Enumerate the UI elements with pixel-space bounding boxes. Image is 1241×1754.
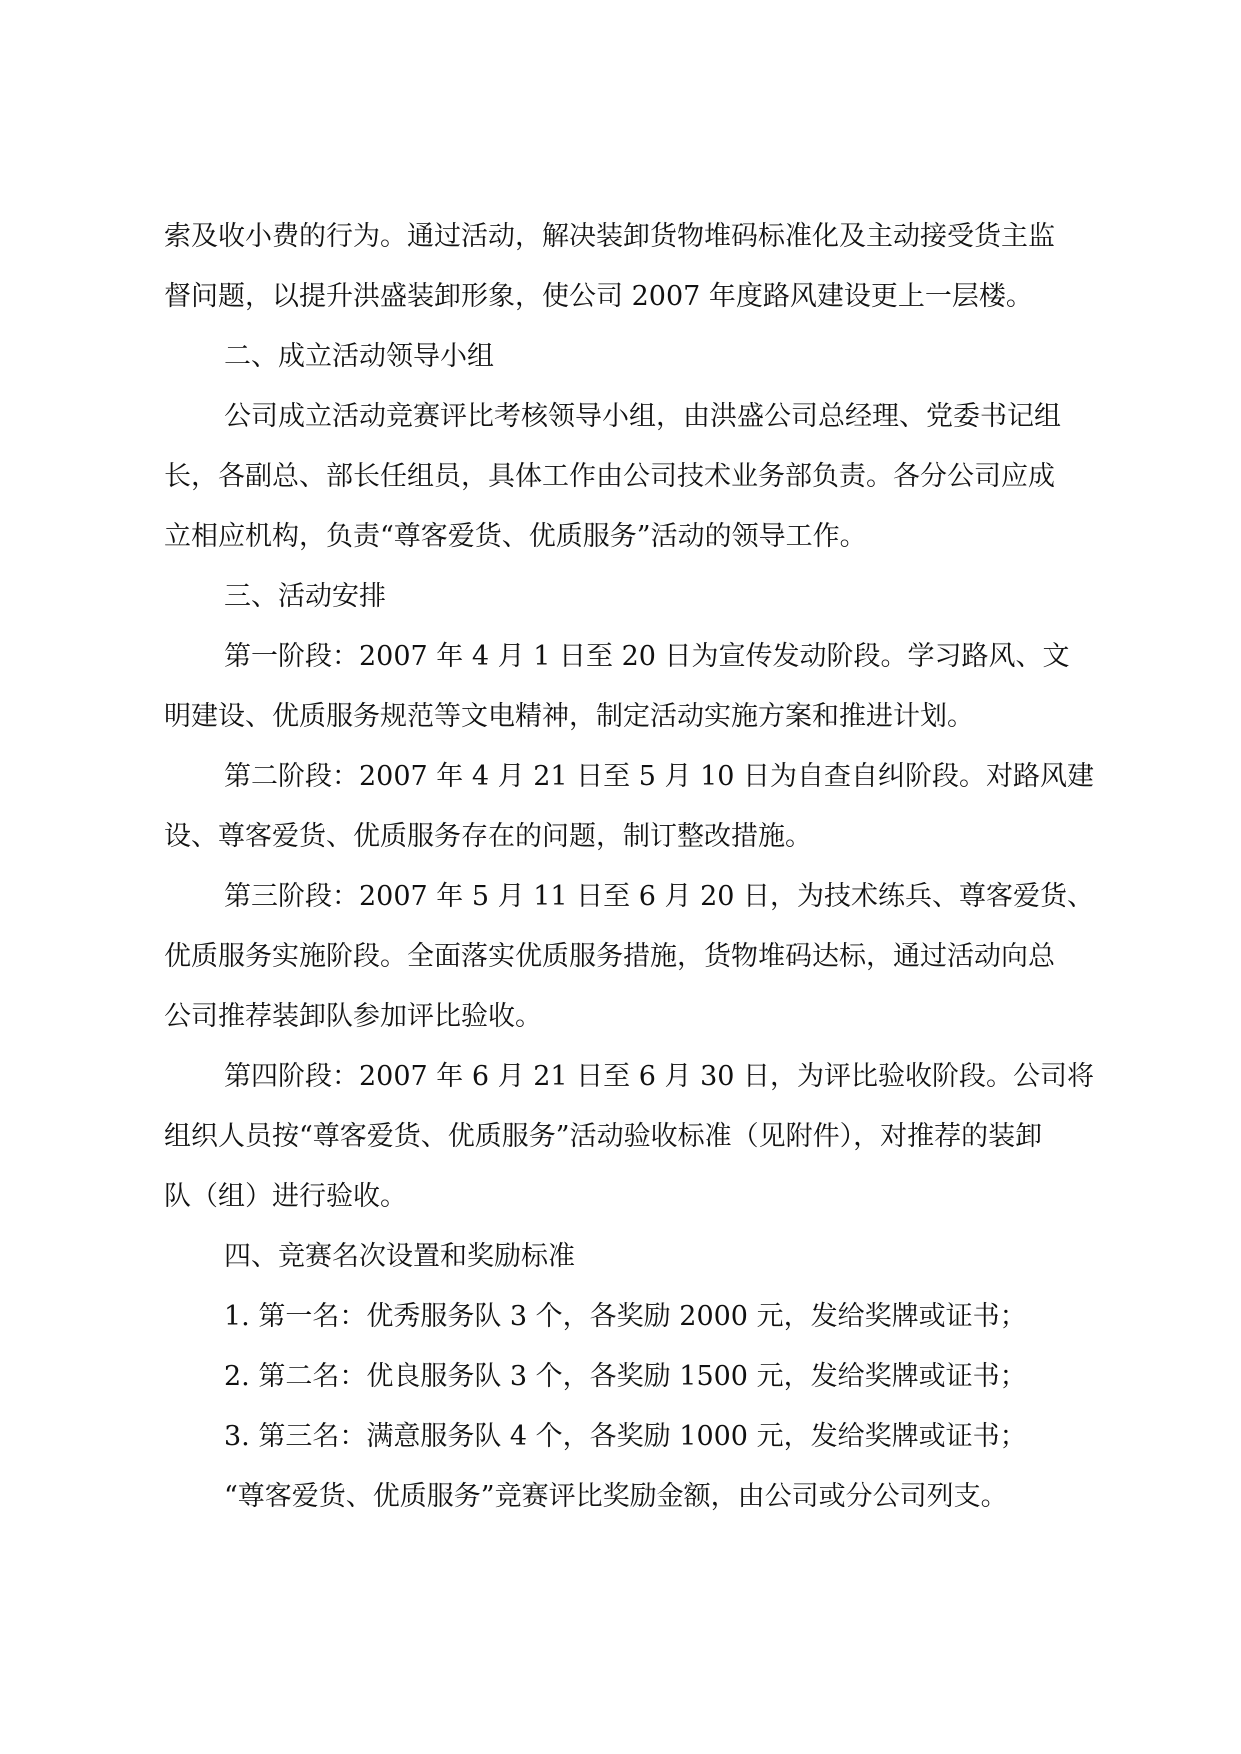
section-heading: 三、活动安排	[224, 581, 386, 612]
paragraph-line: 立相应机构，负责“尊客爱货、优质服务”活动的领导工作。	[164, 521, 867, 552]
paragraph-line: 长，各副总、部长任组员，具体工作由公司技术业务部负责。各分公司应成	[164, 461, 1055, 492]
list-item: 3. 第三名：满意服务队 4 个，各奖励 1000 元，发给奖牌或证书；	[224, 1421, 1027, 1452]
list-item: 1. 第一名：优秀服务队 3 个，各奖励 2000 元，发给奖牌或证书；	[224, 1301, 1027, 1332]
paragraph-line: “尊客爱货、优质服务”竞赛评比奖励金额，由公司或分公司列支。	[224, 1481, 1008, 1512]
paragraph-line: 队（组）进行验收。	[164, 1181, 407, 1212]
paragraph-line: 第二阶段：2007 年 4 月 21 日至 5 月 10 日为自查自纠阶段。对路风建	[224, 761, 1095, 792]
paragraph-line: 索及收小费的行为。通过活动，解决装卸货物堆码标准化及主动接受货主监	[164, 221, 1055, 252]
paragraph-line: 第四阶段：2007 年 6 月 21 日至 6 月 30 日，为评比验收阶段。公司将	[224, 1061, 1095, 1092]
paragraph-line: 公司推荐装卸队参加评比验收。	[164, 1001, 542, 1032]
paragraph-line: 明建设、优质服务规范等文电精神，制定活动实施方案和推进计划。	[164, 701, 974, 732]
paragraph-line: 公司成立活动竞赛评比考核领导小组，由洪盛公司总经理、党委书记组	[224, 401, 1061, 432]
paragraph-line: 优质服务实施阶段。全面落实优质服务措施，货物堆码达标，通过活动向总	[164, 941, 1055, 972]
paragraph-line: 设、尊客爱货、优质服务存在的问题，制订整改措施。	[164, 821, 812, 852]
paragraph-line: 督问题，以提升洪盛装卸形象，使公司 2007 年度路风建设更上一层楼。	[164, 281, 1033, 312]
list-item: 2. 第二名：优良服务队 3 个，各奖励 1500 元，发给奖牌或证书；	[224, 1361, 1027, 1392]
paragraph-line: 第一阶段：2007 年 4 月 1 日至 20 日为宣传发动阶段。学习路风、文	[224, 641, 1070, 672]
paragraph-line: 组织人员按“尊客爱货、优质服务”活动验收标准（见附件），对推荐的装卸	[164, 1121, 1043, 1152]
paragraph-line: 第三阶段：2007 年 5 月 11 日至 6 月 20 日，为技术练兵、尊客爱货、	[224, 881, 1095, 912]
section-heading: 四、竞赛名次设置和奖励标准	[224, 1241, 575, 1272]
section-heading: 二、成立活动领导小组	[224, 341, 494, 372]
